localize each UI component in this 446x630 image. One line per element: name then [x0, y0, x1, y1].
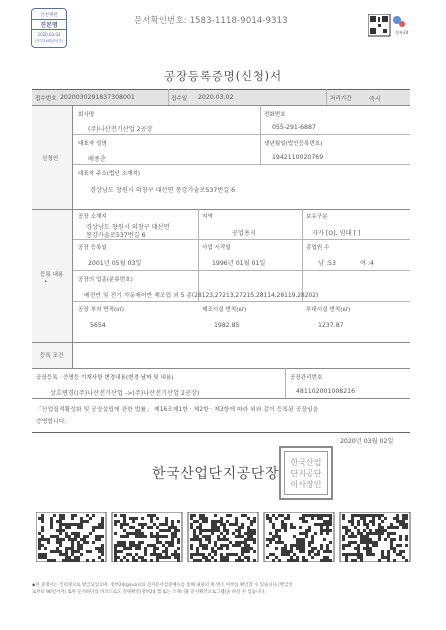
footer-notice-2: 로부터 90일까지) 또한 문서하단의 바코드로도 진위확인(정부24 앱 또는 스캐너용 문서확인프로그램)을 하실 수 있습니다. [32, 590, 266, 595]
conditions-label: 등록 조건 [40, 353, 64, 359]
registration-section-label: 등록 내용 [40, 272, 64, 278]
issuer-name: 한국산업단지공단장 [152, 466, 280, 482]
barcode-strip [36, 512, 412, 562]
processing-period-label: 처리기간 [330, 96, 352, 102]
factory-mgmt-number-value: 481102001008216 [296, 388, 356, 395]
applicant-section-label: 신청인 [42, 156, 59, 162]
change-details-value: 상호변경((주)나산전기산업 ->(주)나산전기산업 2공장) [50, 390, 200, 397]
qr-icon [368, 14, 416, 38]
factory-location-value-2: 몽강가술로537번길 6 [86, 232, 146, 239]
table-line [32, 398, 410, 399]
birth-label: 생년월일(법인등록번호) [264, 141, 323, 147]
table-line [198, 209, 199, 301]
zone-value: 공업용지 [232, 230, 256, 237]
footer-notice-1: ◆본 증명서는 인터넷으로 발급되었으며, 정부24(gov.kr)의 전자문서검증메뉴를 통해 내용의 위·변조 여부를 확인할 수 있습니다.(발급일 [32, 583, 293, 588]
table-line [72, 239, 410, 240]
auxiliary-area-value: 1237.87 [318, 322, 344, 329]
site-area-value: 5654 [90, 322, 106, 329]
processing-period-value: 즉시 [369, 96, 381, 103]
factory-mgmt-number-label: 공장관리번호 [290, 375, 323, 381]
table-line [260, 105, 261, 164]
factory-location-label: 공장 소재지 [78, 214, 107, 220]
table-line [285, 368, 286, 398]
birth-value: 1942110020769 [272, 154, 324, 161]
industry-value: 배전반 및 전기 자동제어반 제조업 외 5 종(28123,27213,27215,28114,28119,28202) [84, 293, 319, 299]
site-area-label: 공장 부지 면적(㎡) [78, 307, 124, 313]
receipt-number-label: 접수번호 [35, 96, 57, 102]
ownership-value: 자가 [O], 임대 [ ] [312, 230, 361, 237]
table-line [32, 432, 410, 433]
zone-label: 지역 [202, 214, 213, 220]
seal-line-2: 단지공단 [290, 468, 322, 478]
registration-date-label: 공장 등록일 [78, 245, 107, 251]
table-line [32, 209, 410, 210]
table-line [302, 209, 303, 301]
registration-bullet: • [44, 279, 48, 285]
company-name-label: 회사명 [78, 112, 95, 118]
ceo-name-value: 배종춘 [88, 156, 106, 163]
factory-location-value-1: 경상남도 창원시 의창구 대산면 [86, 224, 170, 231]
issue-date: 2020년 03월 02일 [340, 438, 394, 445]
table-line [32, 105, 410, 106]
company-name-value: (주)나산전기산업 2공장 [88, 126, 153, 133]
table-line [72, 270, 410, 271]
business-start-label: 사업 시작일 [202, 245, 231, 251]
phone-label: 전화번호 [264, 112, 286, 118]
table-line [32, 342, 410, 343]
stamp-line-4: (정부24회원인증) [34, 39, 64, 43]
phone-value: 055-291-6887 [272, 124, 316, 131]
authentication-stamp [31, 8, 67, 48]
auxiliary-area-label: 부대시설 면적(㎡) [306, 307, 351, 313]
table-line [32, 89, 410, 90]
ownership-label: 보유구분 [306, 214, 328, 220]
industry-label: 공장의 업종(분류번호) [78, 277, 133, 283]
registration-date-value: 2001년 05월 03일 [88, 260, 142, 267]
table-line [72, 301, 410, 302]
logo-emblem-text: 정부24 [395, 30, 409, 35]
table-line [326, 89, 327, 105]
seal-line-3: 이사장인 [290, 479, 322, 489]
table-line [168, 89, 169, 105]
manufacturing-area-label: 제조시설 면적(㎡) [202, 307, 247, 313]
ceo-address-value: 경상남도 창원시 의창구 대산면 몽강가술로537번길 6 [90, 187, 236, 194]
government-logo [368, 14, 416, 38]
receipt-date-value: 2020.03.02 [198, 94, 234, 101]
barcode-icon [36, 512, 412, 562]
business-start-value: 1996년 01월 01일 [212, 260, 266, 267]
ceo-name-label: 대표자 성명 [78, 141, 107, 147]
stamp-line-2: 진본명 [32, 19, 66, 30]
table-line [72, 134, 410, 135]
table-line [72, 164, 410, 165]
document-title: 공장등록증명(신청)서 [164, 69, 282, 83]
document-confirmation-number: 문서확인번호: 1583-1118-9014-9313 [134, 15, 288, 25]
manufacturing-area-value: 1982.85 [214, 322, 240, 329]
statement-line-2: 증명합니다. [36, 419, 67, 425]
ceo-address-label: 대표자 주소(법인 소재지) [78, 171, 140, 177]
stamp-line-1: 인천세관 [40, 13, 58, 18]
table-line [32, 368, 410, 369]
stamp-line-3: 2020.03.02 [37, 32, 61, 37]
receipt-date-label: 접수일 [171, 96, 188, 102]
employees-female: 여 :4 [360, 260, 374, 267]
table-line [72, 105, 73, 368]
change-details-label: 공장등록 · 증명등 기재사항 변경내용(변경 날짜 및 내용) [36, 375, 174, 381]
seal-line-1: 한국산업 [290, 457, 322, 467]
statement-line-1: 「산업집적활성화 및 공장설립에 관한 법률」 제16조제1항 · 제2항 · 제3항에 따라 위와 같이 등록된 공장임을 [36, 407, 319, 413]
receipt-number-value: 2020030291837308001 [60, 94, 135, 101]
employees-label: 종업원 수 [306, 245, 330, 251]
employees-male: 남 :53 [318, 260, 336, 267]
official-seal [279, 446, 333, 500]
